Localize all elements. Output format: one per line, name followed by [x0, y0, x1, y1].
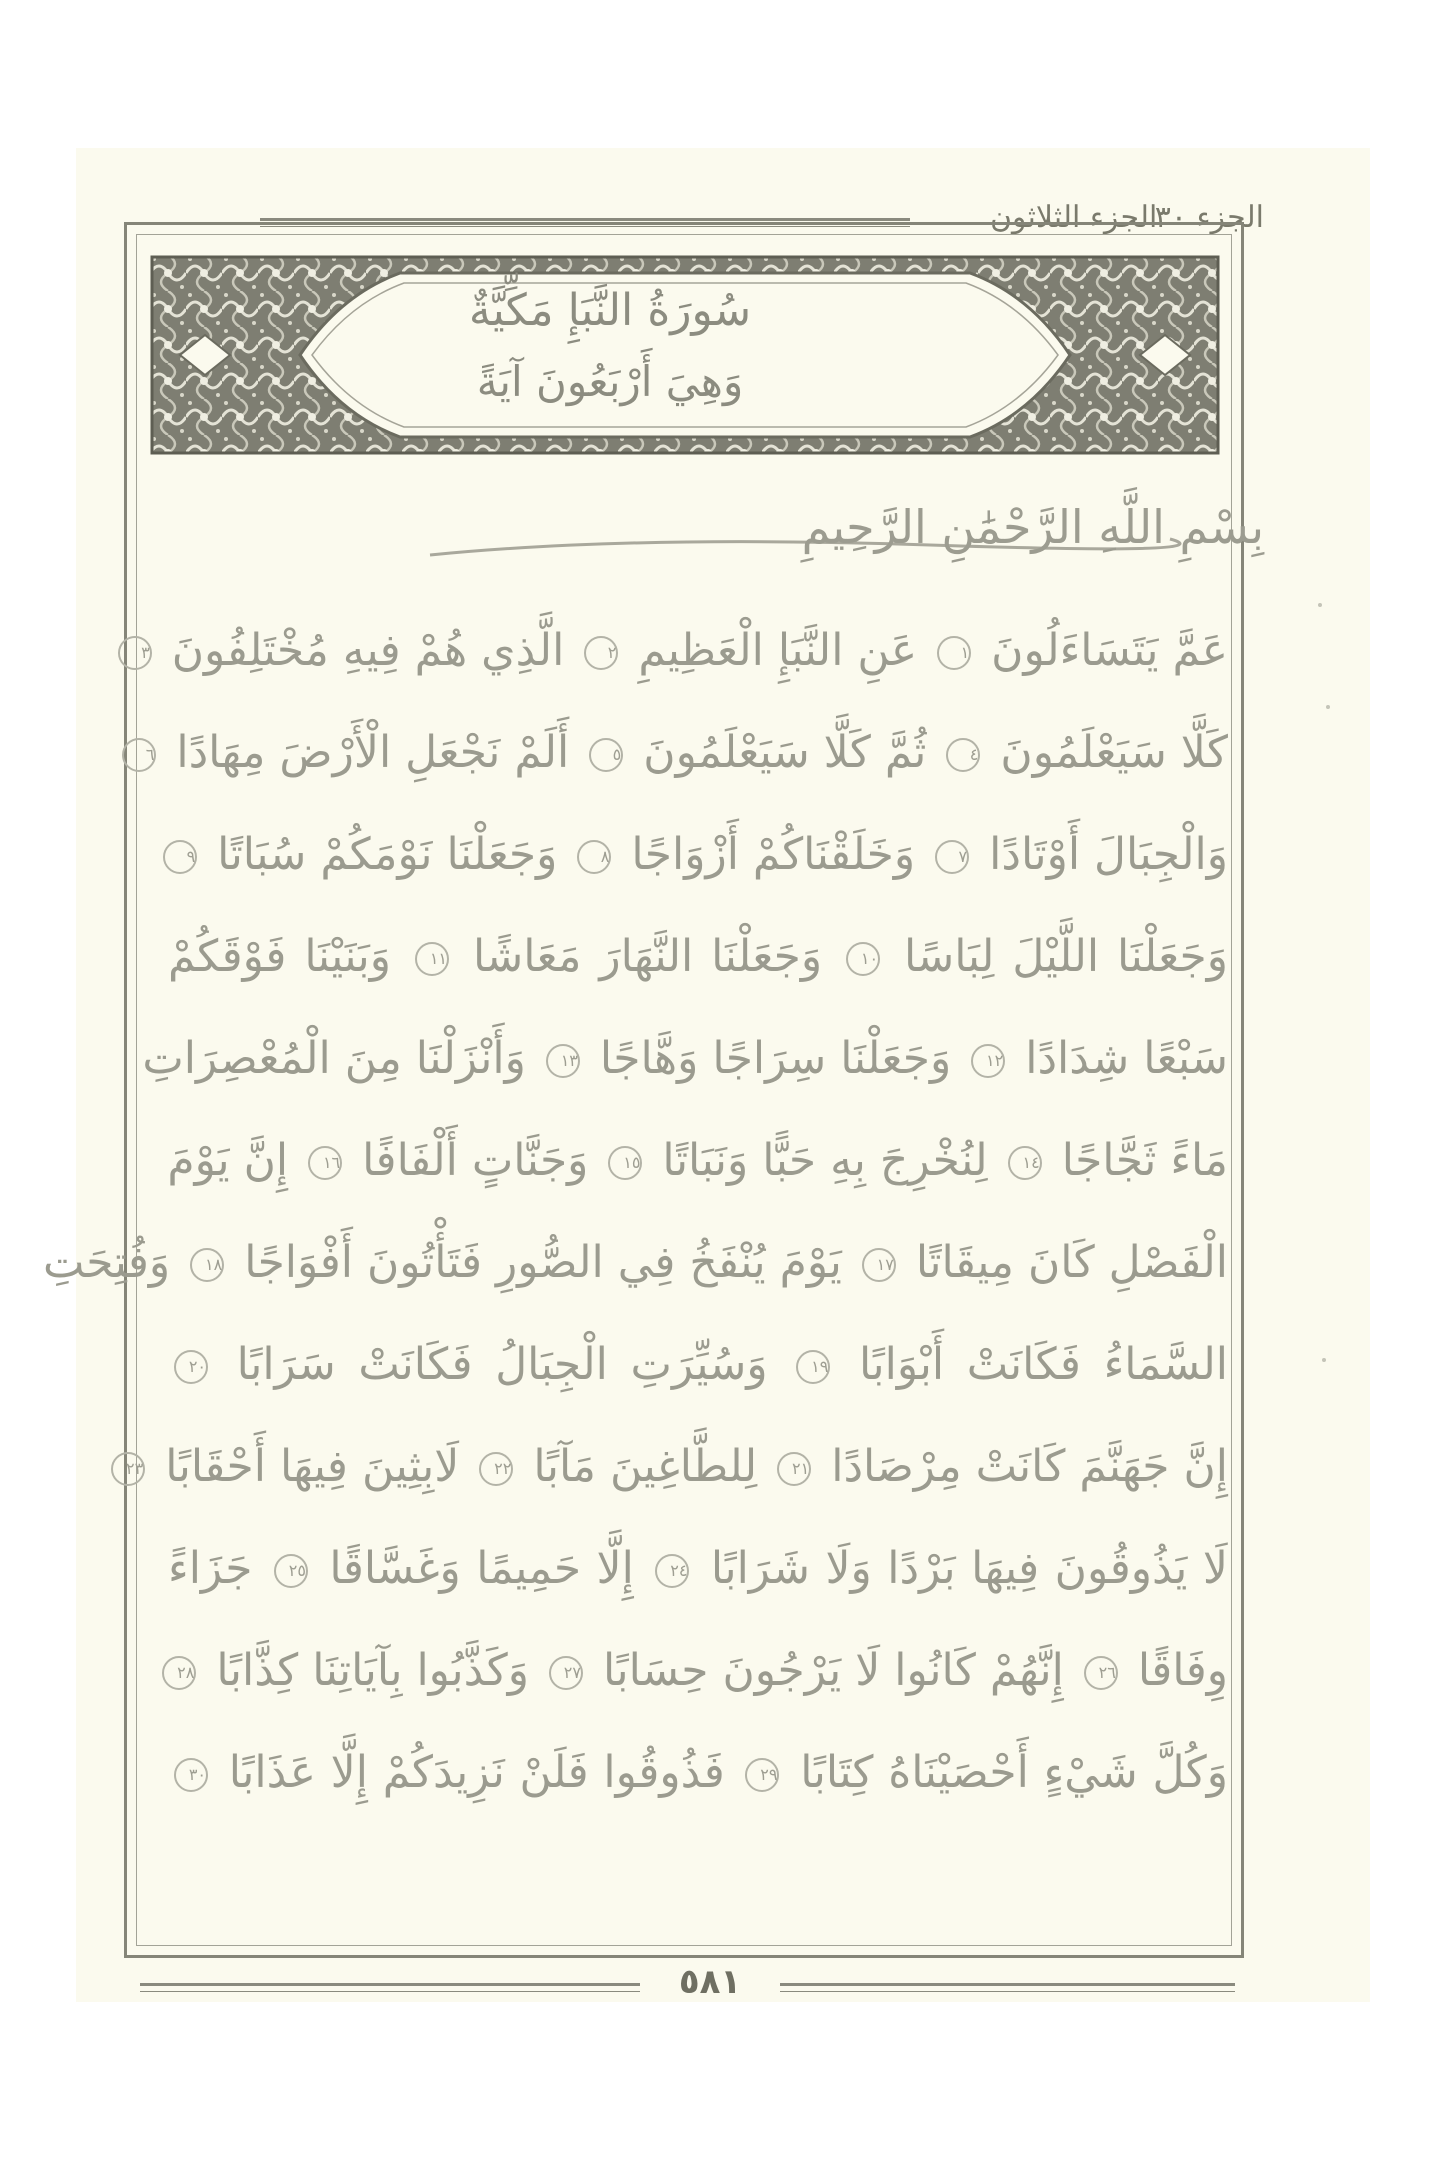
- verse-line: [145, 702, 1228, 804]
- verse-text: وَجَعَلْنَا سِرَاجًا وَهَّاجًا: [599, 1033, 952, 1084]
- footer-rule-right: [780, 1983, 1235, 1986]
- ayah-marker-icon: ٢٣: [111, 1452, 145, 1486]
- verse-text: وِفَاقًا: [1137, 1645, 1228, 1696]
- juz-label: الجزء ٣٠: [1154, 200, 1264, 235]
- verse-text: وَجَعَلْنَا النَّهَارَ مَعَاشًا: [472, 931, 823, 982]
- ayah-marker-icon: ٨: [577, 840, 611, 874]
- ayah-marker-icon: ١٥: [608, 1146, 642, 1180]
- ayah-marker-icon: ٢٥: [274, 1554, 308, 1588]
- ayah-marker-icon: ١٣: [546, 1044, 580, 1078]
- verse-text: وَبَنَيْنَا فَوْقَكُمْ: [168, 931, 392, 982]
- juz-name-label: الجزء الثلاثون: [990, 200, 1158, 235]
- verse-line: [142, 1008, 1228, 1110]
- verse-text: الَّذِي هُمْ فِيهِ مُخْتَلِفُونَ: [171, 625, 565, 676]
- verse-text: عَنِ النَّبَإِ الْعَظِيمِ: [638, 625, 918, 676]
- verse-text: وَسُيِّرَتِ الْجِبَالُ فَكَانَتْ سَرَابًا: [236, 1339, 768, 1390]
- verse-text: الْفَصْلِ كَانَ مِيقَاتًا: [915, 1237, 1228, 1288]
- ayah-marker-icon: ١٦: [308, 1146, 342, 1180]
- ayah-marker-icon: ١٠: [846, 942, 880, 976]
- ayah-marker-icon: ١: [937, 636, 971, 670]
- ayah-marker-icon: ٣٠: [174, 1758, 208, 1792]
- footer-rule-right-thin: [780, 1991, 1235, 1992]
- verse-line: [168, 804, 1228, 906]
- ayah-marker-icon: ٢٧: [549, 1656, 583, 1690]
- verse-text: لِنُخْرِجَ بِهِ حَبًّا وَنَبَاتًا: [662, 1135, 988, 1186]
- ayah-marker-icon: ٢٦: [1084, 1656, 1118, 1690]
- ayah-marker-icon: ١١: [415, 942, 449, 976]
- footer-rule-left: [140, 1983, 640, 1986]
- verse-text: وَأَنْزَلْنَا مِنَ الْمُعْصِرَاتِ: [142, 1033, 526, 1084]
- verse-text: وَالْجِبَالَ أَوْتَادًا: [989, 829, 1228, 880]
- verse-line: [168, 1110, 1228, 1212]
- surah-title: سُورَةُ النَّبَإِ مَكِّيَّةٌ: [468, 285, 752, 336]
- verse-line: [141, 600, 1228, 702]
- surah-subtitle: وَهِيَ أَرْبَعُونَ آيَةً: [476, 357, 744, 406]
- ayah-marker-icon: ٢٢: [479, 1452, 513, 1486]
- verse-text: أَلَمْ نَجْعَلِ الْأَرْضَ مِهَادًا: [176, 727, 570, 778]
- ayah-marker-icon: ٢٩: [745, 1758, 779, 1792]
- verse-text: عَمَّ يَتَسَاءَلُونَ: [991, 625, 1228, 676]
- verse-line: [168, 1722, 1228, 1824]
- verse-text: وَخَلَقْنَاكُمْ أَزْوَاجًا: [631, 829, 916, 880]
- ayah-marker-icon: ٢٤: [655, 1554, 689, 1588]
- verse-line: [168, 1518, 1228, 1620]
- ayah-marker-icon: ٦: [122, 738, 156, 772]
- ayah-marker-icon: ١٨: [190, 1248, 224, 1282]
- verse-text: مَاءً ثَجَّاجًا: [1061, 1135, 1228, 1186]
- verse-text: وَكَذَّبُوا بِآيَاتِنَا كِذَّابًا: [216, 1645, 529, 1696]
- paper-speck: [1322, 1358, 1326, 1362]
- verse-text: وَجَنَّاتٍ أَلْفَافًا: [362, 1135, 589, 1186]
- ayah-marker-icon: ١٢: [971, 1044, 1005, 1078]
- verse-text: لِلطَّاغِينَ مَآبًا: [533, 1441, 758, 1492]
- verse-line: [43, 1212, 1228, 1314]
- ayah-marker-icon: ٧: [935, 840, 969, 874]
- ayah-marker-icon: ١٧: [862, 1248, 896, 1282]
- verse-text: وَجَعَلْنَا نَوْمَكُمْ سُبَاتًا: [217, 829, 558, 880]
- verse-text: جَزَاءً: [168, 1543, 253, 1594]
- verse-text: إِنَّهُمْ كَانُوا لَا يَرْجُونَ حِسَابًا: [602, 1645, 1064, 1696]
- verse-text: لَابِثِينَ فِيهَا أَحْقَابًا: [165, 1441, 460, 1492]
- footer-rule-left-thin: [140, 1991, 640, 1992]
- ayah-marker-icon: ٩: [163, 840, 197, 874]
- verse-text: وَكُلَّ شَيْءٍ أَحْصَيْنَاهُ كِتَابًا: [800, 1747, 1228, 1798]
- verse-line: [126, 1416, 1228, 1518]
- verse-text: إِنَّ جَهَنَّمَ كَانَتْ مِرْصَادًا: [831, 1441, 1228, 1492]
- header-rule: [260, 218, 910, 221]
- verse-text: سَبْعًا شِدَادًا: [1025, 1033, 1228, 1084]
- basmala: بِسْمِ اللَّهِ الرَّحْمَٰنِ الرَّحِيمِ: [801, 500, 1264, 554]
- page-number: ٥٨١: [678, 1962, 742, 2002]
- verse-line: [168, 1314, 1228, 1416]
- ayah-marker-icon: ٢٨: [162, 1656, 196, 1690]
- verse-text: يَوْمَ يُنْفَخُ فِي الصُّورِ فَتَأْتُونَ أَفْوَاجًا: [244, 1237, 842, 1288]
- verse-text: لَا يَذُوقُونَ فِيهَا بَرْدًا وَلَا شَرَابًا: [710, 1543, 1228, 1594]
- ayah-marker-icon: ٤: [946, 738, 980, 772]
- verse-line: [168, 1620, 1228, 1722]
- verse-text: وَفُتِحَتِ: [43, 1237, 171, 1288]
- verse-text: إِلَّا حَمِيمًا وَغَسَّاقًا: [329, 1543, 634, 1594]
- verse-text: إِنَّ يَوْمَ: [167, 1135, 289, 1186]
- ayah-marker-icon: ٢١: [777, 1452, 811, 1486]
- ayah-marker-icon: ١٤: [1008, 1146, 1042, 1180]
- ayah-marker-icon: ١٩: [796, 1350, 830, 1384]
- verse-text: وَجَعَلْنَا اللَّيْلَ لِبَاسًا: [904, 931, 1228, 982]
- verse-text: فَذُوقُوا فَلَنْ نَزِيدَكُمْ إِلَّا عَذَابًا: [228, 1747, 725, 1798]
- ayah-marker-icon: ٥: [589, 738, 623, 772]
- verse-line: [168, 906, 1228, 1008]
- ayah-marker-icon: ٢٠: [174, 1350, 208, 1384]
- ayah-marker-icon: ٣: [118, 636, 152, 670]
- verse-text: السَّمَاءُ فَكَانَتْ أَبْوَابًا: [858, 1339, 1228, 1390]
- verse-lines: [43, 600, 1228, 1824]
- verse-text: ثُمَّ كَلَّا سَيَعْلَمُونَ: [643, 727, 927, 778]
- verse-text: كَلَّا سَيَعْلَمُونَ: [1000, 727, 1228, 778]
- paper-speck: [1326, 705, 1330, 709]
- ayah-marker-icon: ٢: [584, 636, 618, 670]
- paper-speck: [1318, 603, 1322, 607]
